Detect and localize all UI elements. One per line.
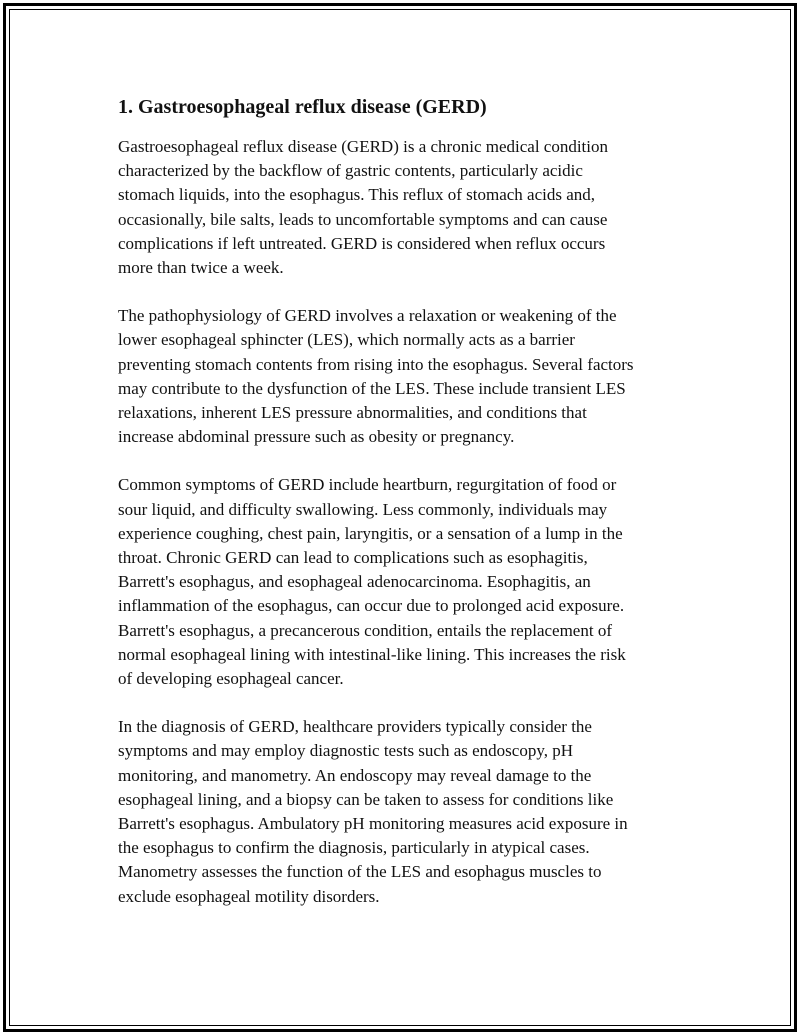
text-line: relaxations, inherent LES pressure abnormalities, and conditions that xyxy=(118,403,587,423)
paragraph-diagnosis xyxy=(118,715,678,909)
text-line: exclude esophageal motility disorders. xyxy=(118,886,380,906)
text-line: inflammation of the esophagus, can occur due to prolonged acid exposure. xyxy=(118,596,625,616)
text-line: occasionally, bile salts, leads to uncomfortable symptoms and can cause xyxy=(118,209,608,229)
text-line: Common symptoms of GERD include heartburn, regurgitation of food or xyxy=(118,475,617,495)
text-line: increase abdominal pressure such as obesity or pregnancy. xyxy=(118,427,515,447)
text-line: Barrett's esophagus, and esophageal adenocarcinoma. Esophagitis, an xyxy=(118,572,591,592)
text-line: esophageal lining, and a biopsy can be taken to assess for conditions like xyxy=(118,789,614,809)
text-line: more than twice a week. xyxy=(118,258,284,278)
text-line: symptoms and may employ diagnostic tests such as endoscopy, pH xyxy=(118,741,574,761)
paragraph-definition xyxy=(118,135,678,280)
text-line: experience coughing, chest pain, laryngitis, or a sensation of a lump in the xyxy=(118,523,623,543)
text-line: lower esophageal sphincter (LES), which normally acts as a barrier xyxy=(118,330,575,350)
text-line: stomach liquids, into the esophagus. This reflux of stomach acids and, xyxy=(118,185,596,205)
text-line: complications if left untreated. GERD is considered when reflux occurs xyxy=(118,233,606,253)
text-line: Barrett's esophagus, a precancerous condition, entails the replacement of xyxy=(118,620,612,640)
text-line: Manometry assesses the function of the LES and esophagus muscles to xyxy=(118,862,602,882)
paragraph-pathophysiology xyxy=(118,304,678,449)
text-line: The pathophysiology of GERD involves a relaxation or weakening of the xyxy=(118,306,617,326)
text-line: In the diagnosis of GERD, healthcare providers typically consider the xyxy=(118,717,592,737)
text-line: may contribute to the dysfunction of the LES. These include transient LES xyxy=(118,378,626,398)
text-line: characterized by the backflow of gastric contents, particularly acidic xyxy=(118,161,583,181)
text-line: normal esophageal lining with intestinal-like lining. This increases the risk xyxy=(118,644,626,664)
paragraph-symptoms xyxy=(118,473,678,691)
text-line: sour liquid, and difficulty swallowing. Less commonly, individuals may xyxy=(118,499,608,519)
text-line: Barrett's esophagus. Ambulatory pH monitoring measures acid exposure in xyxy=(118,814,628,834)
text-line: monitoring, and manometry. An endoscopy may reveal damage to the xyxy=(118,765,592,785)
document-body xyxy=(118,93,678,933)
text-line: of developing esophageal cancer. xyxy=(118,669,344,689)
text-line: throat. Chronic GERD can lead to complications such as esophagitis, xyxy=(118,548,588,568)
section-heading: 1. Gastroesophageal reflux disease (GERD) xyxy=(118,96,487,118)
text-line: the esophagus to confirm the diagnosis, particularly in atypical cases. xyxy=(118,838,590,858)
text-line: preventing stomach contents from rising into the esophagus. Several factors xyxy=(118,354,634,374)
text-line: Gastroesophageal reflux disease (GERD) is a chronic medical condition xyxy=(118,137,609,156)
